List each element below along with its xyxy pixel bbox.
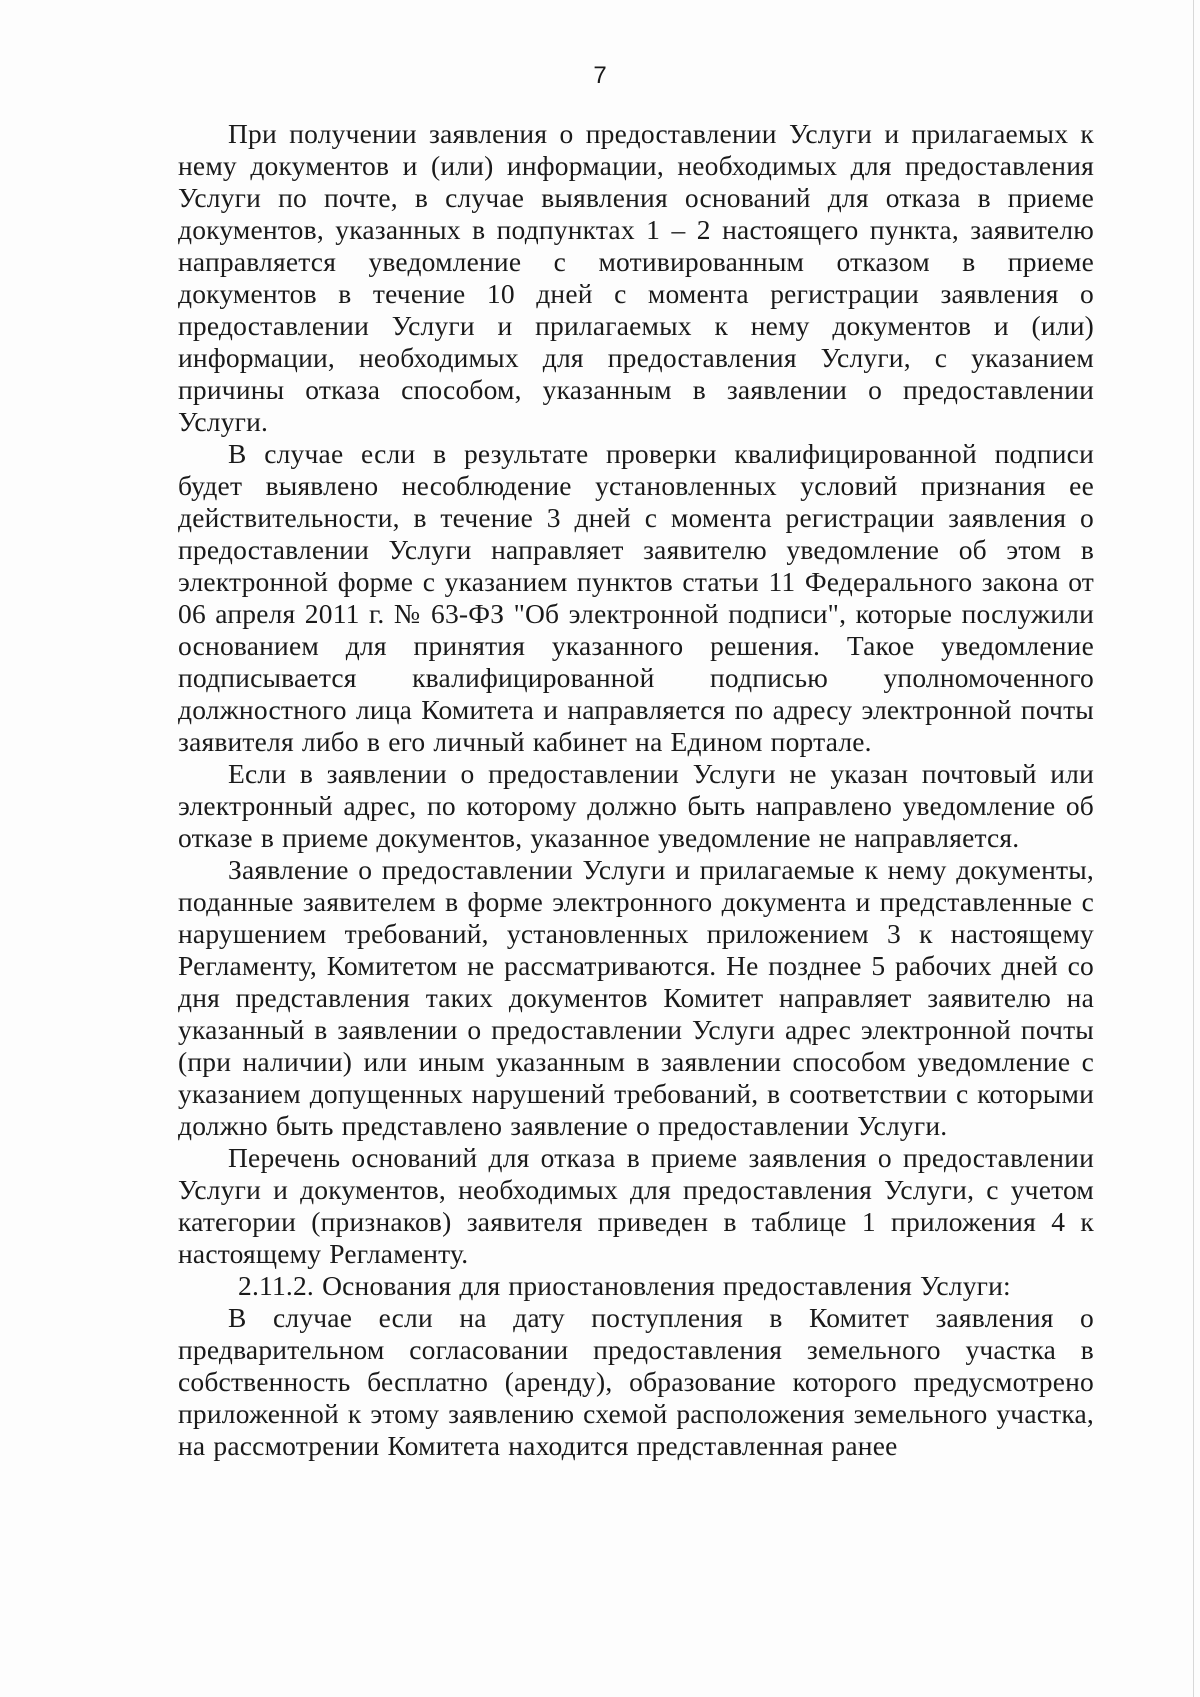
paragraph-postal-refusal: При получении заявления о предоставлении Услуги и прилагаемых к нему документов и (или) информации, необходимых для предоставления Услуги по почте, в случае выявления оснований для отказа в приеме документов, указанных в подпунктах 1 – 2 настоящего пункта, заявителю направляется уведомление с мотивированным отказом в приеме документов в течение 10 дней с момента регистрации заявления о предоставлении Услуги и прилагаемых к нему документов и (или) информации, необходимых для предоставления Услуги, с указанием причины отказа способом, указанным в заявлении о предоставлении Услуги. [178, 118, 1094, 437]
paragraph-electronic-violations: Заявление о предоставлении Услуги и прилагаемые к нему документы, поданные заявителем в форме электронного документа и представленные с нарушением требований, установленных приложением 3 к настоящему Регламенту, Комитетом не рассматриваются. Не позднее 5 рабочих дней со дня представления таких документов Комитет направляет заявителю на указанный в заявлении о предоставлении Услуги адрес электронной почты (при наличии) или иным указанным в заявлении способом уведомление с указанием допущенных нарушений требований, в соответствии с которыми должно быть представлено заявление о предоставлении Услуги. [178, 854, 1094, 1141]
page-number: 7 [593, 62, 607, 89]
page-edge-line [1193, 0, 1194, 1697]
paragraph-refusal-list: Перечень оснований для отказа в приеме заявления о предоставлении Услуги и документов, необходимых для предоставления Услуги, с учетом категории (признаков) заявителя приведен в таблице 1 приложения 4 к настоящему Регламенту. [178, 1142, 1094, 1269]
paragraph-no-address: Если в заявлении о предоставлении Услуги не указан почтовый или электронный адрес, по которому должно быть направлено уведомление об отказе в приеме документов, указанное уведомление не направляется. [178, 758, 1094, 853]
document-body [178, 118, 1094, 1462]
section-heading-2-11-2: 2.11.2. Основания для приостановления предоставления Услуги: [238, 1270, 1011, 1301]
paragraph-suspension-case: В случае если на дату поступления в Комитет заявления о предварительном согласовании предоставления земельного участка в собственность бесплатно (аренду), образование которого предусмотрено приложенной к этому заявлению схемой расположения земельного участка, на рассмотрении Комитета находится представленная ранее [178, 1302, 1094, 1461]
paragraph-signature-check: В случае если в результате проверки квалифицированной подписи будет выявлено несоблюдение установленных условий признания ее действительности, в течение 3 дней с момента регистрации заявления о предоставлении Услуги направляет заявителю уведомление об этом в электронной форме с указанием пунктов статьи 11 Федерального закона от 06 апреля 2011 г. № 63-ФЗ "Об электронной подписи", которые послужили основанием для принятия указанного решения. Такое уведомление подписывается квалифицированной подписью уполномоченного должностного лица Комитета и направляется по адресу электронной почты заявителя либо в его личный кабинет на Едином портале. [178, 438, 1094, 757]
